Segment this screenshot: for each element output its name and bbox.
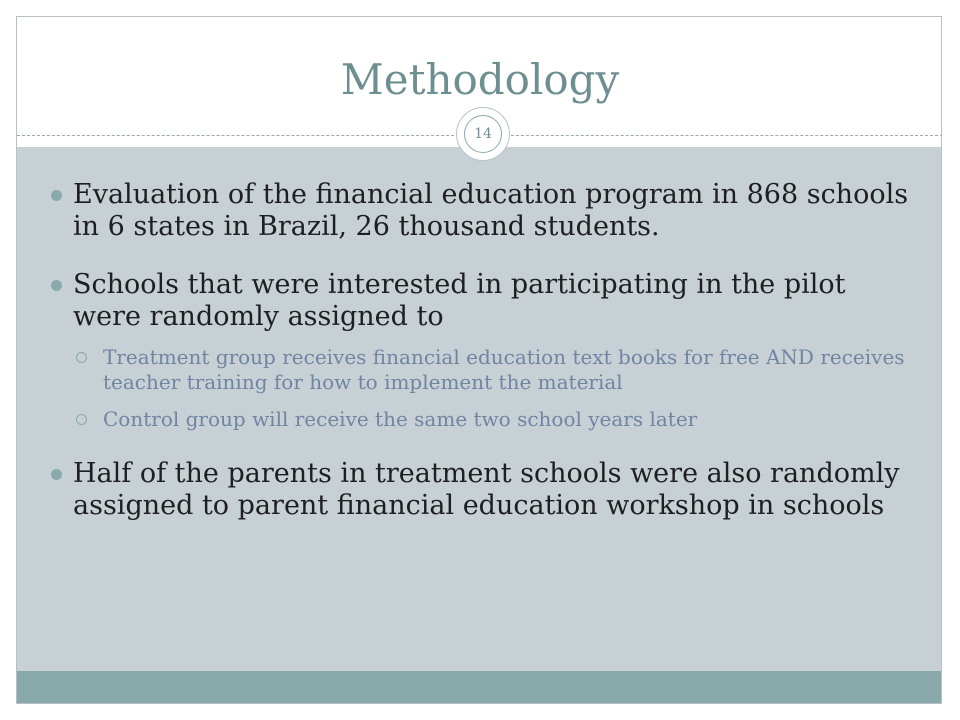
sub-bullet-text: Treatment group receives financial education text books for free AND receives teacher training for how to implement the material (103, 345, 905, 394)
bullet-text: Half of the parents in treatment schools were also randomly assigned to parent financial education workshop in schools (73, 458, 900, 521)
bullet-text: Schools that were interested in participating in the pilot were randomly assigned to (73, 269, 846, 332)
sub-bullet-item-1 (73, 345, 913, 395)
slide-content (17, 147, 942, 671)
page-number-badge (457, 108, 509, 160)
slide-title: Methodology (340, 55, 620, 104)
bullet-dot-icon (51, 280, 62, 291)
sub-bullet-ring-icon (76, 352, 87, 363)
bullet-list (53, 179, 913, 548)
bullet-dot-icon (51, 469, 62, 480)
sub-bullet-text: Control group will receive the same two school years later (103, 407, 698, 431)
bullet-item-2 (53, 269, 913, 432)
sub-bullet-item-2 (73, 407, 913, 432)
sub-bullet-list (73, 345, 913, 432)
bullet-item-1 (53, 179, 913, 243)
bullet-item-3 (53, 458, 913, 522)
bullet-dot-icon (51, 190, 62, 201)
page-number: 14 (464, 115, 502, 153)
bullet-text: Evaluation of the financial education program in 868 schools in 6 states in Brazil, 26 thousand students. (73, 179, 909, 242)
sub-bullet-ring-icon (76, 414, 87, 425)
footer-bar (17, 671, 942, 704)
slide-frame (16, 16, 942, 704)
